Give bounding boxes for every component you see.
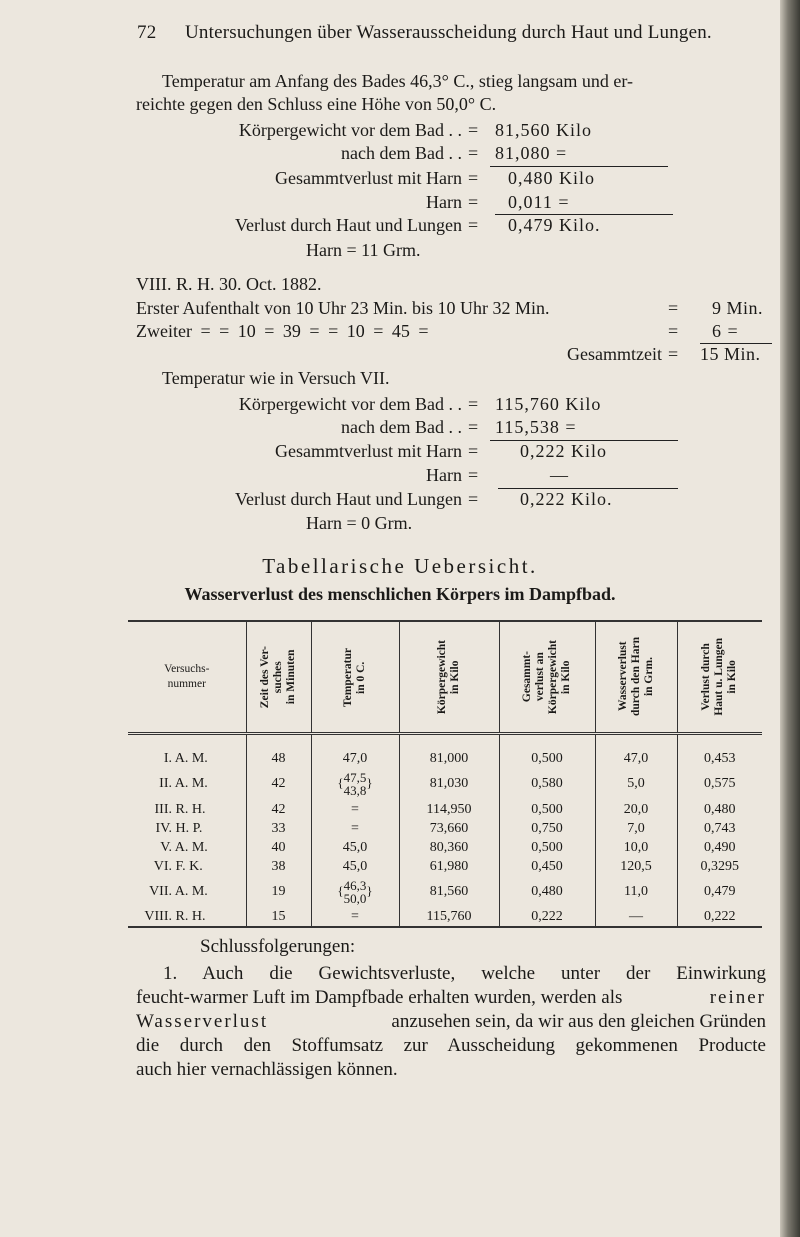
- table-row: VI. F. K. 38 45,0 61,980 0,450 120,5 0,3295: [128, 857, 762, 876]
- b2-val-2: 115,538 =: [495, 417, 577, 437]
- col-header-temperatur: Temperatur in 0 C.: [311, 621, 399, 734]
- b1-val-3: 0,480 Kilo: [508, 168, 596, 188]
- gesammtzeit-val: 15 Min.: [700, 344, 761, 364]
- running-title: Untersuchungen über Wasserausscheidung durch Haut und Lungen.: [185, 22, 712, 43]
- b1-eq-3: =: [468, 168, 479, 188]
- erster-aufenthalt: Erster Aufenthalt von 10 Uhr 23 Min. bis 10 Uhr 32 Min.: [136, 298, 550, 318]
- page-edge-shadow: [780, 0, 800, 1237]
- zweiter-eq: =: [668, 321, 679, 341]
- b1-eq-5: =: [468, 215, 479, 235]
- b1-label-2: nach dem Bad . .: [341, 143, 462, 163]
- b2-val-5: 0,222 Kilo.: [520, 489, 613, 509]
- b1-val-4: 0,011 =: [508, 192, 570, 212]
- b1-label-5: Verlust durch Haut und Lungen: [235, 215, 462, 235]
- b2-harn-grm: Harn = 0 Grm.: [306, 513, 413, 533]
- b2-label-4: Harn: [426, 465, 462, 485]
- b1-harn-grm: Harn = 11 Grm.: [306, 240, 421, 260]
- b2-val-4: —: [550, 465, 569, 485]
- table-row: VIII. R. H. 15 = 115,760 0,222 — 0,222: [128, 908, 762, 927]
- table-row: I. A. M. 48 47,0 81,000 0,500 47,0 0,453: [128, 749, 762, 768]
- b1-eq-1: =: [468, 120, 479, 140]
- col-header-harn: Wasserverlust durch den Harn in Grm.: [595, 621, 677, 734]
- erster-eq: =: [668, 298, 679, 318]
- table-subtitle: Wasserverlust des menschlichen Körpers im Dampfbad.: [184, 584, 616, 604]
- b2-label-2: nach dem Bad . .: [341, 417, 462, 437]
- zweiter-val: 6 =: [712, 321, 739, 341]
- b1-val-2: 81,080 =: [495, 143, 568, 163]
- running-header: [137, 22, 712, 44]
- b1-val-1: 81,560 Kilo: [495, 120, 593, 140]
- erster-val: 9 Min.: [712, 298, 764, 318]
- b1-label-3: Gesammtverlust mit Harn: [275, 168, 462, 188]
- conclusion-paragraph: 1. Auch die Gewichtsverluste, welche unter der Einwirkung feucht-warmer Luft im Dampfbade erhalten wurden, werden als reiner Wasserverlust anzusehen sein, da wir aus den gleichen Gründen die durch den Stoffumsatz zur Ausscheidung gekommenen Producte auch hier vernachlässigen können.: [136, 963, 766, 1080]
- zweiter-aufenthalt: Zweiter = = 10 = 39 = = 10 = 45 =: [136, 321, 429, 341]
- b2-val-1: 115,760 Kilo: [495, 394, 602, 414]
- intro-line-2: reichte gegen den Schluss eine Höhe von 50,0° C.: [136, 94, 497, 114]
- b2-label-1: Körpergewicht vor dem Bad . .: [238, 394, 462, 414]
- b2-eq-1: =: [468, 394, 479, 414]
- col-header-gesammtverlust: Gesammt- verlust an Körpergewicht in Kilo: [499, 621, 595, 734]
- b2-val-3: 0,222 Kilo: [520, 441, 608, 461]
- b1-label-1: Körpergewicht vor dem Bad . .: [238, 120, 462, 140]
- col-header-versuch: Versuchs- nummer: [128, 621, 246, 734]
- table-row: II. A. M. 42 {47,5 43,8} 81,030 0,580 5,0 0,575: [128, 768, 762, 800]
- col-header-zeit: Zeit des Ver- suches in Minuten: [246, 621, 311, 734]
- b2-eq-4: =: [468, 465, 479, 485]
- gesammtzeit-label: Gesammtzeit: [567, 344, 662, 364]
- b2-label-3: Gesammtverlust mit Harn: [275, 441, 462, 461]
- table-row: V. A. M. 40 45,0 80,360 0,500 10,0 0,490: [128, 838, 762, 857]
- col-header-verlust: Verlust durch Haut u. Lungen in Kilo: [677, 621, 762, 734]
- table-row: VII. A. M. 19 {46,3 50,0} 81,560 0,480 11,0 0,479: [128, 876, 762, 908]
- gesammtzeit-eq: =: [668, 344, 679, 364]
- b1-label-4: Harn: [426, 192, 462, 212]
- conclusion-heading: Schlussfolgerungen:: [200, 936, 356, 957]
- b1-val-5: 0,479 Kilo.: [508, 215, 601, 235]
- table-row: III. R. H. 42 = 114,950 0,500 20,0 0,480: [128, 800, 762, 819]
- col-header-koerpergewicht: Körpergewicht in Kilo: [399, 621, 499, 734]
- intro-line-1: Temperatur am Anfang des Bades 46,3° C., stieg langsam und er-: [162, 71, 633, 91]
- b1-eq-4: =: [468, 192, 479, 212]
- b1-rule-1: [490, 166, 668, 167]
- b2-eq-5: =: [468, 489, 479, 509]
- table-header-row: [128, 621, 762, 734]
- section8-heading: VIII. R. H. 30. Oct. 1882.: [136, 274, 322, 294]
- page-number: 72: [137, 22, 157, 43]
- table-row: IV. H. P. 33 = 73,660 0,750 7,0 0,743: [128, 819, 762, 838]
- b2-eq-2: =: [468, 417, 479, 437]
- b1-eq-2: =: [468, 143, 479, 163]
- temperatur-note: Temperatur wie in Versuch VII.: [162, 368, 390, 388]
- b2-eq-3: =: [468, 441, 479, 461]
- overview-table: [128, 620, 762, 928]
- table-title: Tabellarische Uebersicht.: [262, 554, 538, 578]
- b2-label-5: Verlust durch Haut und Lungen: [235, 489, 462, 509]
